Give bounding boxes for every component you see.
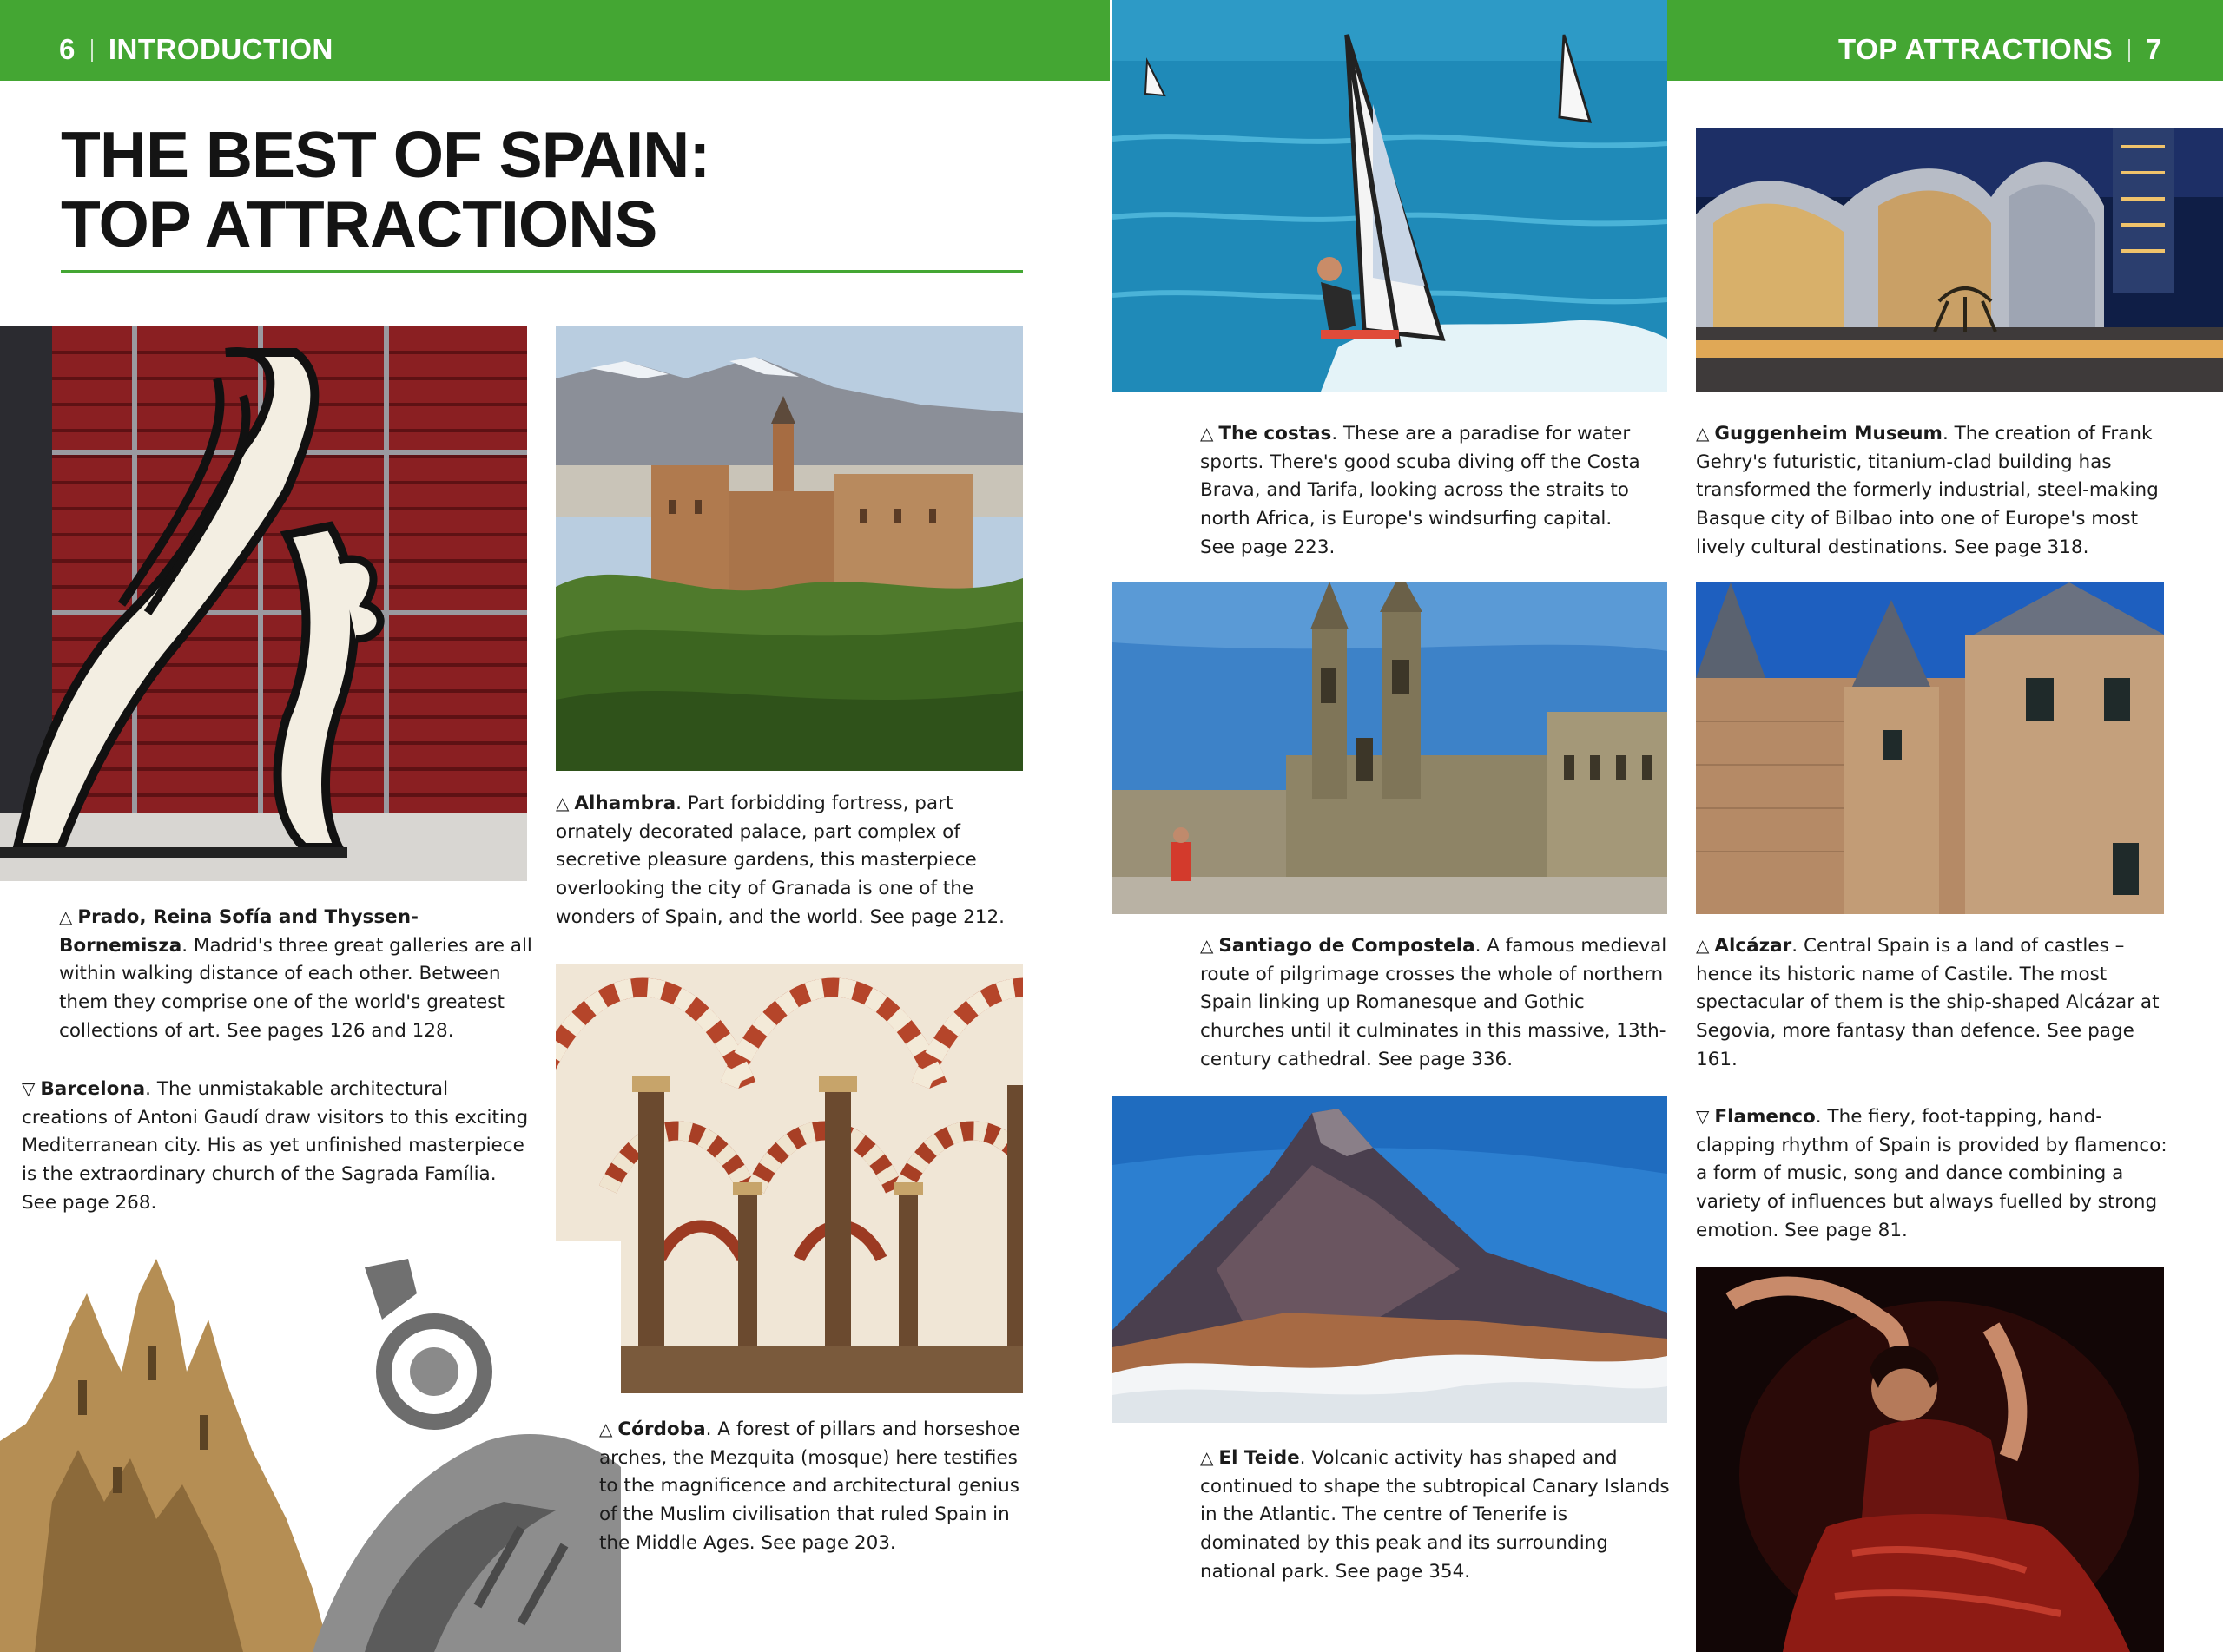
caption-text: . Madrid's three great galleries are all within walking distance of each other. Between them they comprise one of the world's greatest collections of art. See pages 126 and 128. [59,934,532,1042]
photo-costas-windsurfing [1112,0,1667,392]
caption-text: . Central Spain is a land of castles – hence its historic name of Castile. The most spectacular of them is the ship-shaped Alcázar at Segovia, more fantasy than defence. See page 161. [1696,935,2160,1070]
caption-text: . A famous medieval route of pilgrimage crosses the whole of northern Spain linking up Romanesque and Gothic churches until it culminates in this massive, 13th-century cathedral. See page 336. [1200,935,1667,1070]
page-title-line-1: THE BEST OF SPAIN: [61,118,710,191]
marker-up-icon: △ [1696,935,1710,956]
left-page-number: 6 [59,33,76,65]
caption-title: Santiago de Compostela [1218,935,1475,957]
photo-guggenheim [1696,128,2223,392]
marker-up-icon: △ [59,906,73,927]
caption-alhambra [556,789,1029,932]
right-section-title: TOP ATTRACTIONS [1838,33,2114,65]
caption-el-teide [1200,1444,1673,1587]
caption-text: . The fiery, foot-tapping, hand-clapping rhythm of Spain is provided by flamenco: a form of music, song and dance combining a variety of influences but always fuelled by strong emotion. See page 81. [1696,1106,2167,1241]
caption-title: Flamenco [1714,1106,1816,1128]
caption-title: Alcázar [1714,935,1792,957]
left-section-title: INTRODUCTION [108,33,333,65]
caption-title: Guggenheim Museum [1714,423,1943,444]
marker-up-icon: △ [1200,935,1214,956]
caption-text: . Part forbidding fortress, part ornately decorated palace, part complex of secretive pleasure gardens, this masterpiece overlooking the city of Granada is one of the wonders of Spain, and the world. See page 212. [556,793,1006,928]
header-band-right [1667,0,2223,81]
caption-title: Prado, Reina Sofía and Thyssen-Bornemisza [59,906,419,957]
caption-title: The costas [1218,423,1332,444]
marker-up-icon: △ [1696,423,1710,444]
caption-alcazar [1696,931,2169,1075]
photo-cordoba-mezquita [556,964,1023,1393]
caption-title: El Teide [1218,1447,1300,1469]
caption-title: Córdoba [617,1418,706,1440]
caption-text: . Volcanic activity has shaped and continued to shape the subtropical Canary Islands in the Atlantic. The centre of Tenerife is dominated by this peak and its surrounding national park. See page 354. [1200,1447,1670,1583]
header-separator [2128,39,2130,62]
caption-flamenco [1696,1102,2169,1246]
photo-sagrada-familia [0,1241,621,1652]
photo-alhambra [556,326,1023,771]
page-title-line-2: TOP ATTRACTIONS [61,188,657,260]
header-separator [91,39,93,62]
marker-down-icon: ▽ [22,1078,36,1099]
caption-costas [1200,419,1652,563]
caption-title: Barcelona [40,1078,146,1100]
title-rule [61,270,1023,273]
caption-text: . These are a paradise for water sports. There's good scuba diving off the Costa Brava, and Tarifa, looking across the straits to north Africa, is Europe's windsurfing capital. See page 223. [1200,423,1640,558]
caption-prado [59,903,532,1046]
header-band-left [0,0,1110,81]
marker-up-icon: △ [599,1418,613,1439]
photo-alcazar [1696,582,2164,914]
caption-guggenheim [1696,419,2169,563]
caption-barcelona [22,1075,534,1218]
marker-up-icon: △ [556,793,570,813]
caption-santiago [1200,931,1669,1075]
caption-text: . The unmistakable architectural creations of Antoni Gaudí draw visitors to this exciting Mediterranean city. His as yet unfinished masterpiece is the extraordinary church of the Sagrada Família. See page 268. [22,1078,529,1214]
right-page-number: 7 [2146,33,2162,65]
photo-flamenco [1696,1267,2164,1652]
photo-reina-sofia-sculpture [0,326,527,881]
photo-santiago-cathedral [1112,582,1667,914]
page-title [61,120,1016,259]
marker-up-icon: △ [1200,423,1214,444]
photo-el-teide [1112,1096,1667,1423]
marker-up-icon: △ [1200,1447,1214,1468]
caption-text: . The creation of Frank Gehry's futuristic, titanium-clad building has transformed the formerly industrial, steel-making Basque city of Bilbao into one of Europe's most lively cultural destinations. See page 318. [1696,423,2159,558]
caption-title: Alhambra [574,793,676,814]
caption-text: . A forest of pillars and horseshoe arches, the Mezquita (mosque) here testifies to the magnificence and architectural genius of the Muslim civilisation that ruled Spain in the Middle Ages. See page 203. [599,1418,1020,1554]
caption-cordoba [599,1415,1025,1558]
marker-down-icon: ▽ [1696,1106,1710,1127]
